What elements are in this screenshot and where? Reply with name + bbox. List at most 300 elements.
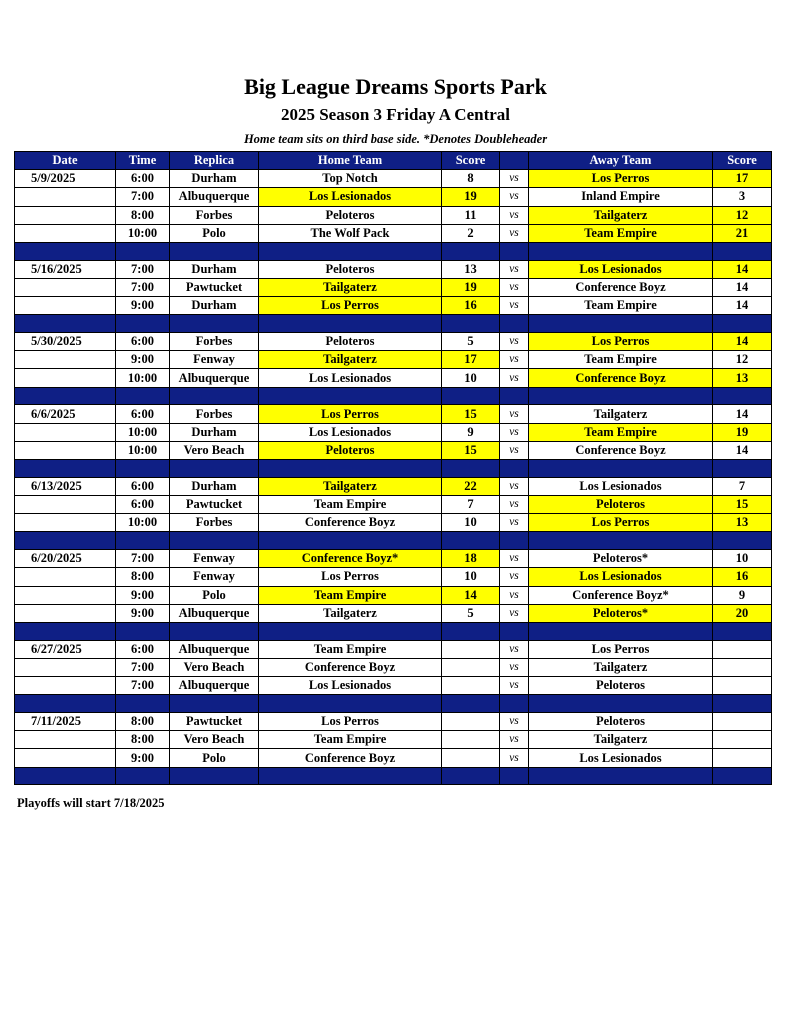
separator-cell	[170, 767, 259, 785]
table-row	[15, 496, 772, 514]
week-separator-row	[15, 622, 772, 640]
separator-cell	[259, 315, 442, 333]
time-cell: 9:00	[116, 297, 170, 315]
table-row	[15, 170, 772, 188]
away-score-cell: 14	[713, 405, 772, 423]
home-team-cell: Conference Boyz	[259, 749, 442, 767]
week-separator-row	[15, 315, 772, 333]
home-team-cell: Conference Boyz	[259, 658, 442, 676]
replica-cell: Albuquerque	[170, 369, 259, 387]
separator-cell	[259, 767, 442, 785]
home-team-cell: Team Empire	[259, 496, 442, 514]
replica-cell: Forbes	[170, 333, 259, 351]
vs-cell: vs	[500, 496, 529, 514]
home-score-cell: 9	[442, 423, 500, 441]
time-cell: 9:00	[116, 586, 170, 604]
replica-cell: Durham	[170, 297, 259, 315]
vs-cell: vs	[500, 260, 529, 278]
vs-cell: vs	[500, 278, 529, 296]
home-score-cell: 17	[442, 351, 500, 369]
away-team-cell: Tailgaterz	[529, 658, 713, 676]
separator-cell	[259, 622, 442, 640]
home-score-cell: 19	[442, 188, 500, 206]
replica-cell: Pawtucket	[170, 278, 259, 296]
away-score-cell: 14	[713, 441, 772, 459]
table-row	[15, 206, 772, 224]
replica-cell: Pawtucket	[170, 713, 259, 731]
away-team-cell: Los Lesionados	[529, 568, 713, 586]
vs-cell: vs	[500, 640, 529, 658]
away-score-cell: 14	[713, 260, 772, 278]
home-team-cell: Los Perros	[259, 568, 442, 586]
time-cell: 6:00	[116, 405, 170, 423]
away-team-cell: Tailgaterz	[529, 405, 713, 423]
separator-cell	[15, 622, 116, 640]
vs-cell: vs	[500, 749, 529, 767]
table-row	[15, 604, 772, 622]
separator-cell	[713, 315, 772, 333]
vs-cell: vs	[500, 333, 529, 351]
home-team-cell: Los Perros	[259, 405, 442, 423]
table-row	[15, 351, 772, 369]
separator-cell	[500, 315, 529, 333]
separator-cell	[442, 767, 500, 785]
time-cell: 7:00	[116, 188, 170, 206]
week-separator-row	[15, 695, 772, 713]
time-cell: 10:00	[116, 369, 170, 387]
separator-cell	[170, 460, 259, 478]
table-row	[15, 188, 772, 206]
away-team-cell: Peloteros*	[529, 550, 713, 568]
separator-cell	[500, 622, 529, 640]
vs-cell: vs	[500, 369, 529, 387]
away-score-cell	[713, 658, 772, 676]
date-cell	[15, 731, 116, 749]
time-cell: 8:00	[116, 206, 170, 224]
table-row	[15, 658, 772, 676]
home-score-cell: 7	[442, 496, 500, 514]
separator-cell	[529, 315, 713, 333]
replica-cell: Fenway	[170, 351, 259, 369]
separator-cell	[116, 767, 170, 785]
vs-cell: vs	[500, 586, 529, 604]
separator-cell	[116, 315, 170, 333]
date-cell	[15, 677, 116, 695]
separator-cell	[170, 242, 259, 260]
home-score-cell: 19	[442, 278, 500, 296]
separator-cell	[170, 622, 259, 640]
vs-cell: vs	[500, 188, 529, 206]
away-team-cell: Peloteros	[529, 713, 713, 731]
vs-cell: vs	[500, 568, 529, 586]
replica-cell: Forbes	[170, 405, 259, 423]
vs-cell: vs	[500, 351, 529, 369]
home-team-cell: Team Empire	[259, 640, 442, 658]
separator-cell	[529, 460, 713, 478]
home-score-cell: 8	[442, 170, 500, 188]
separator-cell	[713, 460, 772, 478]
home-team-cell: Tailgaterz	[259, 477, 442, 495]
date-cell	[15, 188, 116, 206]
separator-cell	[500, 767, 529, 785]
date-cell	[15, 586, 116, 604]
home-score-cell: 11	[442, 206, 500, 224]
date-cell: 6/6/2025	[15, 405, 116, 423]
away-team-cell: Los Perros	[529, 170, 713, 188]
vs-cell: vs	[500, 441, 529, 459]
away-score-cell: 10	[713, 550, 772, 568]
date-cell	[15, 206, 116, 224]
replica-cell: Durham	[170, 423, 259, 441]
home-team-cell: Tailgaterz	[259, 351, 442, 369]
header-away-team: Away Team	[529, 152, 713, 170]
vs-cell: vs	[500, 514, 529, 532]
away-team-cell: Los Lesionados	[529, 749, 713, 767]
time-cell: 6:00	[116, 496, 170, 514]
away-score-cell: 19	[713, 423, 772, 441]
separator-cell	[259, 242, 442, 260]
separator-cell	[529, 242, 713, 260]
date-cell	[15, 514, 116, 532]
vs-cell: vs	[500, 170, 529, 188]
time-cell: 6:00	[116, 477, 170, 495]
away-score-cell: 14	[713, 297, 772, 315]
replica-cell: Polo	[170, 224, 259, 242]
away-score-cell	[713, 677, 772, 695]
home-team-cell: Tailgaterz	[259, 604, 442, 622]
separator-cell	[442, 387, 500, 405]
vs-cell: vs	[500, 224, 529, 242]
home-score-cell: 22	[442, 477, 500, 495]
replica-cell: Fenway	[170, 568, 259, 586]
home-score-cell: 5	[442, 333, 500, 351]
away-team-cell: Inland Empire	[529, 188, 713, 206]
home-team-cell: Conference Boyz*	[259, 550, 442, 568]
schedule-body	[15, 170, 772, 785]
separator-cell	[15, 460, 116, 478]
week-separator-row	[15, 242, 772, 260]
vs-cell: vs	[500, 658, 529, 676]
date-cell	[15, 658, 116, 676]
date-cell	[15, 496, 116, 514]
separator-cell	[713, 242, 772, 260]
home-score-cell	[442, 640, 500, 658]
header-home-score: Score	[442, 152, 500, 170]
date-cell	[15, 369, 116, 387]
date-cell	[15, 568, 116, 586]
away-team-cell: Tailgaterz	[529, 731, 713, 749]
table-row	[15, 369, 772, 387]
away-score-cell: 20	[713, 604, 772, 622]
time-cell: 7:00	[116, 278, 170, 296]
vs-cell: vs	[500, 550, 529, 568]
away-score-cell: 14	[713, 278, 772, 296]
time-cell: 7:00	[116, 260, 170, 278]
table-row	[15, 568, 772, 586]
vs-cell: vs	[500, 206, 529, 224]
separator-cell	[713, 532, 772, 550]
vs-cell: vs	[500, 604, 529, 622]
away-team-cell: Los Perros	[529, 514, 713, 532]
separator-cell	[116, 622, 170, 640]
week-separator-row	[15, 387, 772, 405]
date-cell: 5/9/2025	[15, 170, 116, 188]
date-cell	[15, 604, 116, 622]
separator-cell	[116, 387, 170, 405]
table-row	[15, 260, 772, 278]
away-team-cell: Conference Boyz	[529, 441, 713, 459]
time-cell: 9:00	[116, 604, 170, 622]
home-team-cell: Tailgaterz	[259, 278, 442, 296]
table-row	[15, 405, 772, 423]
away-team-cell: Los Perros	[529, 640, 713, 658]
header-vs	[500, 152, 529, 170]
separator-cell	[15, 315, 116, 333]
away-team-cell: Peloteros	[529, 496, 713, 514]
separator-cell	[500, 387, 529, 405]
away-team-cell: Conference Boyz	[529, 278, 713, 296]
home-score-cell: 15	[442, 441, 500, 459]
away-team-cell: Los Perros	[529, 333, 713, 351]
replica-cell: Vero Beach	[170, 731, 259, 749]
header-home-team: Home Team	[259, 152, 442, 170]
time-cell: 6:00	[116, 333, 170, 351]
replica-cell: Albuquerque	[170, 640, 259, 658]
vs-cell: vs	[500, 477, 529, 495]
home-team-cell: The Wolf Pack	[259, 224, 442, 242]
separator-cell	[442, 242, 500, 260]
table-row	[15, 713, 772, 731]
table-header-row	[15, 152, 772, 170]
separator-cell	[15, 767, 116, 785]
home-score-cell: 10	[442, 514, 500, 532]
table-row	[15, 278, 772, 296]
date-cell: 7/11/2025	[15, 713, 116, 731]
date-cell	[15, 441, 116, 459]
home-score-cell: 10	[442, 568, 500, 586]
playoffs-note: Playoffs will start 7/18/2025	[17, 796, 165, 810]
home-team-cell: Los Perros	[259, 713, 442, 731]
separator-cell	[529, 695, 713, 713]
vs-cell: vs	[500, 731, 529, 749]
date-cell: 6/20/2025	[15, 550, 116, 568]
header-away-score: Score	[713, 152, 772, 170]
separator-cell	[442, 532, 500, 550]
away-team-cell: Tailgaterz	[529, 206, 713, 224]
time-cell: 6:00	[116, 170, 170, 188]
home-team-cell: Los Lesionados	[259, 188, 442, 206]
table-row	[15, 586, 772, 604]
header-replica: Replica	[170, 152, 259, 170]
separator-cell	[259, 460, 442, 478]
separator-cell	[442, 695, 500, 713]
time-cell: 9:00	[116, 749, 170, 767]
vs-cell: vs	[500, 713, 529, 731]
time-cell: 7:00	[116, 677, 170, 695]
table-row	[15, 677, 772, 695]
table-row	[15, 333, 772, 351]
time-cell: 10:00	[116, 441, 170, 459]
separator-cell	[116, 532, 170, 550]
home-team-cell: Peloteros	[259, 333, 442, 351]
time-cell: 8:00	[116, 731, 170, 749]
separator-cell	[713, 387, 772, 405]
week-separator-row	[15, 767, 772, 785]
table-row	[15, 640, 772, 658]
separator-cell	[500, 532, 529, 550]
separator-cell	[713, 695, 772, 713]
away-score-cell: 16	[713, 568, 772, 586]
vs-cell: vs	[500, 297, 529, 315]
separator-cell	[529, 532, 713, 550]
separator-cell	[500, 460, 529, 478]
table-row	[15, 550, 772, 568]
home-score-cell: 18	[442, 550, 500, 568]
replica-cell: Durham	[170, 260, 259, 278]
away-team-cell: Team Empire	[529, 351, 713, 369]
away-score-cell: 14	[713, 333, 772, 351]
table-row	[15, 749, 772, 767]
date-cell	[15, 351, 116, 369]
away-team-cell: Los Lesionados	[529, 260, 713, 278]
away-team-cell: Conference Boyz	[529, 369, 713, 387]
separator-cell	[259, 532, 442, 550]
table-row	[15, 477, 772, 495]
week-separator-row	[15, 532, 772, 550]
separator-cell	[529, 622, 713, 640]
replica-cell: Albuquerque	[170, 188, 259, 206]
home-score-cell: 5	[442, 604, 500, 622]
separator-cell	[442, 622, 500, 640]
away-score-cell: 12	[713, 351, 772, 369]
replica-cell: Fenway	[170, 550, 259, 568]
home-team-cell: Team Empire	[259, 586, 442, 604]
home-score-cell: 10	[442, 369, 500, 387]
table-row	[15, 297, 772, 315]
away-score-cell: 12	[713, 206, 772, 224]
vs-cell: vs	[500, 677, 529, 695]
time-cell: 10:00	[116, 224, 170, 242]
header-date: Date	[15, 152, 116, 170]
time-cell: 8:00	[116, 568, 170, 586]
time-cell: 8:00	[116, 713, 170, 731]
replica-cell: Polo	[170, 749, 259, 767]
time-cell: 9:00	[116, 351, 170, 369]
separator-cell	[713, 767, 772, 785]
home-score-cell	[442, 749, 500, 767]
away-score-cell	[713, 640, 772, 658]
time-cell: 6:00	[116, 640, 170, 658]
date-cell: 6/27/2025	[15, 640, 116, 658]
table-row	[15, 731, 772, 749]
home-score-cell: 13	[442, 260, 500, 278]
separator-cell	[116, 242, 170, 260]
date-cell: 6/13/2025	[15, 477, 116, 495]
page-subtitle: 2025 Season 3 Friday A Central	[280, 105, 511, 124]
away-score-cell: 21	[713, 224, 772, 242]
home-team-cell: Los Lesionados	[259, 369, 442, 387]
separator-cell	[500, 695, 529, 713]
away-team-cell: Team Empire	[529, 423, 713, 441]
away-score-cell: 13	[713, 514, 772, 532]
table-row	[15, 224, 772, 242]
separator-cell	[116, 460, 170, 478]
away-team-cell: Los Lesionados	[529, 477, 713, 495]
time-cell: 10:00	[116, 514, 170, 532]
separator-cell	[713, 622, 772, 640]
separator-cell	[170, 695, 259, 713]
away-score-cell: 7	[713, 477, 772, 495]
home-team-cell: Los Lesionados	[259, 677, 442, 695]
separator-cell	[259, 695, 442, 713]
separator-cell	[116, 695, 170, 713]
home-score-cell: 2	[442, 224, 500, 242]
separator-cell	[170, 387, 259, 405]
home-team-cell: Conference Boyz	[259, 514, 442, 532]
separator-cell	[170, 315, 259, 333]
replica-cell: Vero Beach	[170, 658, 259, 676]
home-score-cell: 14	[442, 586, 500, 604]
home-team-cell: Peloteros	[259, 260, 442, 278]
replica-cell: Forbes	[170, 206, 259, 224]
home-team-cell: Team Empire	[259, 731, 442, 749]
home-score-cell	[442, 658, 500, 676]
schedule-table	[14, 151, 772, 785]
date-cell	[15, 297, 116, 315]
separator-cell	[442, 315, 500, 333]
date-cell	[15, 749, 116, 767]
separator-cell	[15, 387, 116, 405]
replica-cell: Durham	[170, 477, 259, 495]
date-cell	[15, 423, 116, 441]
away-team-cell: Team Empire	[529, 297, 713, 315]
separator-cell	[170, 532, 259, 550]
separator-cell	[15, 532, 116, 550]
table-row	[15, 441, 772, 459]
separator-cell	[15, 695, 116, 713]
page-title: Big League Dreams Sports Park	[244, 74, 547, 99]
home-score-cell: 15	[442, 405, 500, 423]
home-team-cell: Peloteros	[259, 441, 442, 459]
home-score-cell	[442, 713, 500, 731]
away-score-cell: 9	[713, 586, 772, 604]
replica-cell: Albuquerque	[170, 604, 259, 622]
replica-cell: Albuquerque	[170, 677, 259, 695]
separator-cell	[500, 242, 529, 260]
replica-cell: Durham	[170, 170, 259, 188]
time-cell: 7:00	[116, 550, 170, 568]
replica-cell: Forbes	[170, 514, 259, 532]
replica-cell: Pawtucket	[170, 496, 259, 514]
vs-cell: vs	[500, 405, 529, 423]
replica-cell: Vero Beach	[170, 441, 259, 459]
home-team-cell: Los Perros	[259, 297, 442, 315]
away-team-cell: Peloteros*	[529, 604, 713, 622]
away-score-cell	[713, 731, 772, 749]
away-score-cell: 17	[713, 170, 772, 188]
date-cell	[15, 278, 116, 296]
away-team-cell: Conference Boyz*	[529, 586, 713, 604]
replica-cell: Polo	[170, 586, 259, 604]
separator-cell	[529, 767, 713, 785]
away-score-cell: 15	[713, 496, 772, 514]
home-score-cell	[442, 677, 500, 695]
away-score-cell	[713, 749, 772, 767]
home-team-cell: Top Notch	[259, 170, 442, 188]
home-score-cell	[442, 731, 500, 749]
home-team-cell: Los Lesionados	[259, 423, 442, 441]
separator-cell	[529, 387, 713, 405]
